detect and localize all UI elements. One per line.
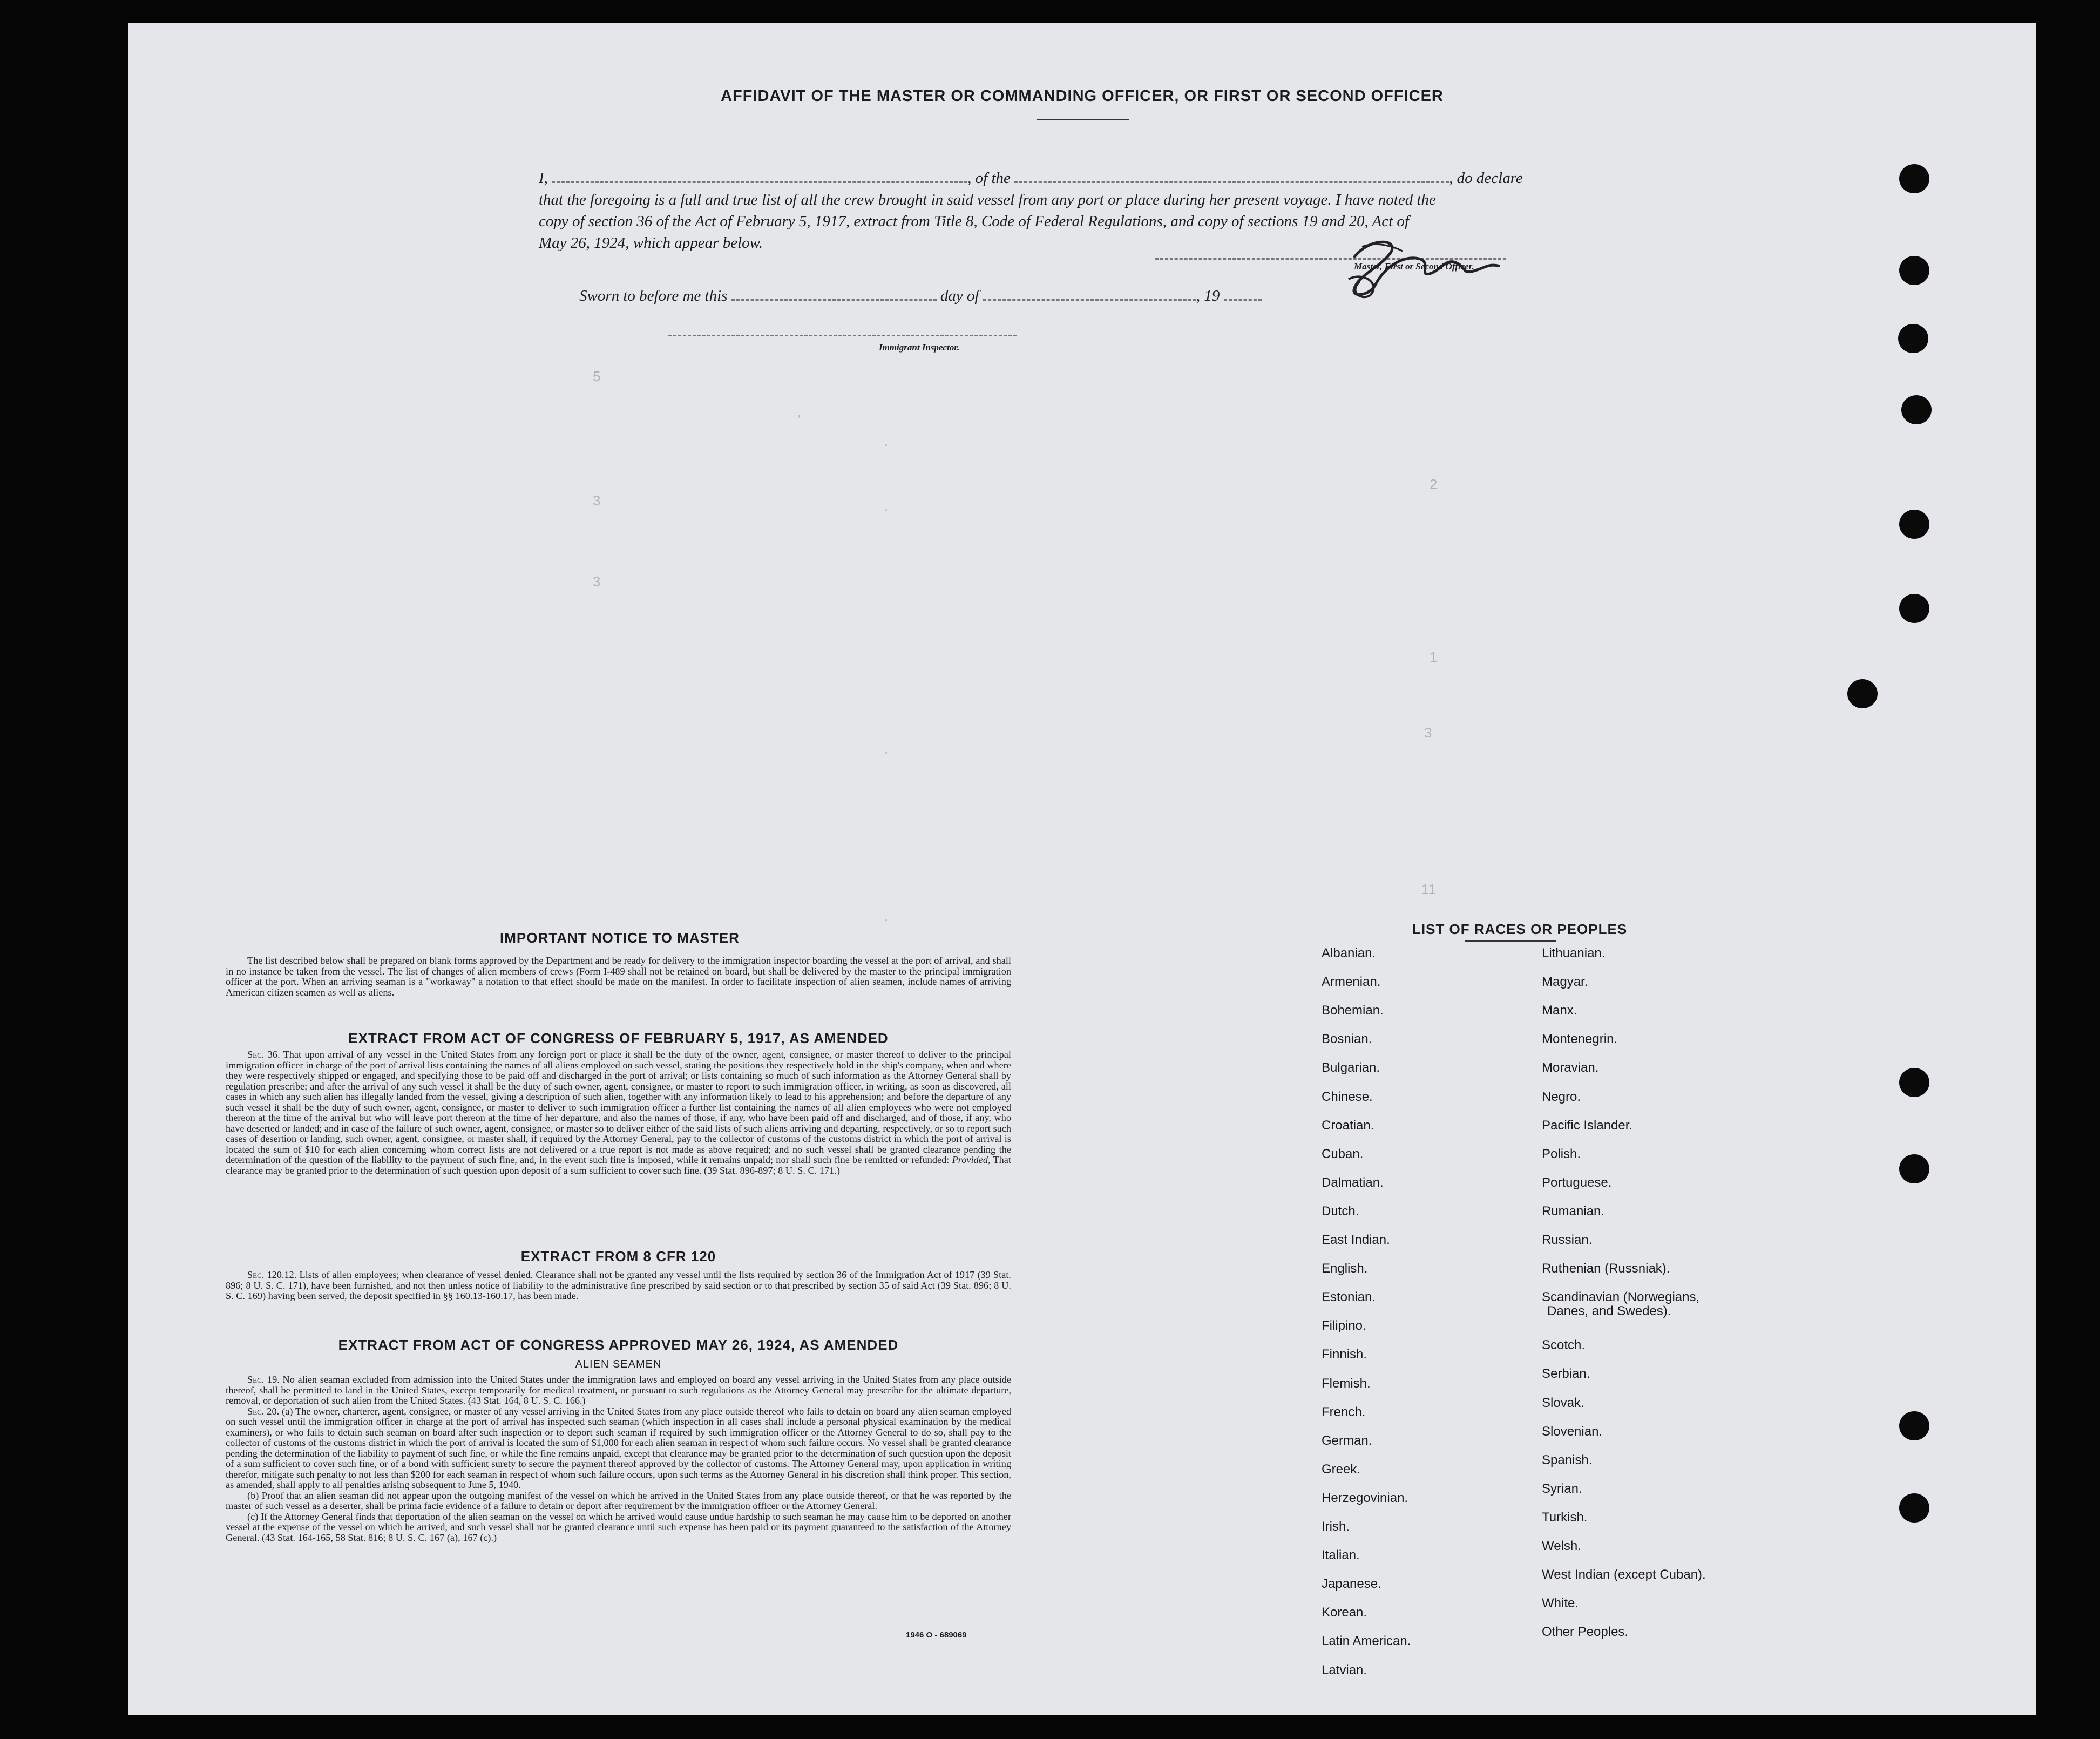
race-item: Filipino. — [1322, 1318, 1366, 1334]
race-item: Estonian. — [1322, 1290, 1376, 1305]
race-item: Japanese. — [1322, 1576, 1381, 1592]
race-item: Russian. — [1542, 1233, 1593, 1247]
sec-36-label: Sec. 36. — [247, 1049, 280, 1060]
affidavit-line-2: that the foregoing is a full and true list of all the crew brought in said vessel from any port or place during her present voyage. I have noted the — [539, 191, 1436, 208]
affidavit-title: AFFIDAVIT OF THE MASTER OR COMMANDING OFFICER, OR FIRST OR SECOND OFFICER — [721, 87, 1444, 105]
sec-36-text: That upon arrival of any vessel in the United States from any foreign port or place it shall be the duty of the owner, agent, consignee, or master thereof to deliver to the principal immigration officer in charge of the port of arrival lists containing the names of all aliens employed on such vessel, stating the positions they respectively hold in the ship's company, when and where they were respectively shipped or engaged, and specifying those to be paid off and discharged in the port of arrival; or lists containing so much of such information as the Attorney General shall by regulation prescribe; and after the arrival of any such vessel it shall be the duty of such owner, agent, consignee, or master to report to such immigration officer, in writing, as soon as discovered, all cases in which any such alien has illegally landed from the vessel, giving a description of such alien, together with any information likely to lead to his apprehension; and before the departure of any such vessel it shall be the duty of such owner, agent, consignee, or master to deliver to such immigration officer a further list containing the names of all alien employees who were not employed thereon at the time of the arrival but who will leave port thereon at the time of her departure, and also the names of those, if any, who have been paid off and discharged, and of those, if any, who have deserted or landed; and in case of the failure of such owner, agent, consignee, or master so to deliver either of the said lists of such aliens arriving and departing, respectively, or so to report such cases of desertion or landing, such owner, agent, consignee, or master shall, if required by the Attorney General, pay to the collector of customs of the customs district in which the port of arrival is located the sum of $10 for each alien concerning whom correct lists are not delivered or a true report is not made as above required; and no such vessel shall be granted clearance pending the determination of the question of the liability to the payment of such fine, and, in the event such fine is imposed, while it remains unpaid; nor shall such fine be remitted or refunded: — [226, 1049, 1011, 1165]
notice-paragraph: The list described below shall be prepared on blank forms approved by the Department and be ready for delivery to the immigration inspector boarding the vessel at the port of arrival, and shall in no instance be taken from the vessel. The list of changes of alien members of crews (Form I-489 shall not be retained on board, but shall be delivered by the master to the principal immigration officer at the port. When an arriving seaman is a "workaway" a notation to that effect should be made on the manifest. In order to facilitate inspection of alien seamen, include names of arriving American citizen seamen as well as aliens. — [226, 955, 1011, 998]
race-item: Montenegrin. — [1542, 1032, 1618, 1047]
of-the-text: , of the — [967, 170, 1011, 187]
vessel-name-blank[interactable] — [1014, 181, 1449, 183]
race-item: Slovak. — [1542, 1395, 1584, 1410]
sec-20-label: Sec. 20. — [247, 1405, 280, 1417]
bleed-mark: 11 — [1421, 881, 1436, 897]
inspector-label: Immigrant Inspector. — [879, 342, 960, 353]
binder-hole — [1847, 679, 1878, 708]
race-item: Albanian. — [1322, 946, 1376, 960]
race-item: Finnish. — [1322, 1347, 1367, 1362]
race-item: Latin American. — [1322, 1634, 1411, 1649]
race-item: Slovenian. — [1542, 1424, 1603, 1439]
race-item: Bohemian. — [1322, 1003, 1384, 1018]
binder-hole — [1899, 1411, 1929, 1440]
race-item: Pacific Islander. — [1542, 1118, 1633, 1133]
race-item: Chinese. — [1322, 1089, 1373, 1104]
bleed-mark: 3 — [593, 492, 601, 509]
race-item: Armenian. — [1322, 975, 1381, 990]
declare-text: , do declare — [1449, 170, 1523, 187]
race-item: Irish. — [1322, 1519, 1350, 1534]
title-rule — [1037, 119, 1129, 120]
binder-hole — [1899, 510, 1929, 539]
binder-hole — [1898, 324, 1928, 353]
notice-body — [226, 956, 1011, 998]
extract-1917-body — [226, 1050, 1011, 1176]
sworn-line — [579, 287, 1262, 305]
sec-120-12-text: Lists of alien employees; when clearance of vessel denied. Clearance shall not be granted any vessel until the lists required by section 36 of the Immigration Act of 1917 (39 Stat. 896; 8 U. S. C. 171), have been furnished, and not then unless notice of liability to the administrative fine prescribed by said section or to that prescribed by section 35 of said Act (39 Stat. 896; 8 U. S. C. 169) having been served, the deposit specified in §§ 160.13-160.17, has been made. — [226, 1269, 1011, 1301]
race-item: Moravian. — [1542, 1060, 1599, 1075]
inspector-line[interactable] — [668, 335, 1017, 336]
race-item: Portuguese. — [1542, 1175, 1612, 1190]
race-item: Croatian. — [1322, 1118, 1374, 1133]
affidavit-line-3: copy of section 36 of the Act of February 5, 1917, extract from Title 8, Code of Federal Regulations, and copy of sections 19 and 20, Act of — [539, 213, 1409, 230]
extract-1924-title: EXTRACT FROM ACT OF CONGRESS APPROVED MAY 26, 1924, AS AMENDED — [338, 1337, 899, 1353]
sworn-day-text: day of — [940, 287, 979, 305]
race-item: Syrian. — [1542, 1481, 1582, 1496]
bleed-mark: 3 — [1424, 725, 1432, 741]
sec-19-paragraph — [226, 1375, 1011, 1406]
bleed-mark: ' — [798, 411, 801, 428]
bleed-mark: 5 — [593, 368, 601, 384]
race-item: Lithuanian. — [1542, 946, 1606, 960]
sec-20c-paragraph: (c) If the Attorney General finds that deportation of the alien seaman on the vessel on which he arrived would cause undue hardship to such seaman he may cause him to be deported on another vessel at the expense of the vessel on which he arrived, and such vessel shall not be granted clearance until such expense has been paid or its payment guaranteed to the satisfaction of the Attorney General. (43 Stat. 164-165, 58 Stat. 816; 8 U. S. C. 167 (a), 167 (c).) — [226, 1511, 1011, 1543]
race-item: Manx. — [1542, 1003, 1577, 1018]
alien-seamen-subtitle: ALIEN SEAMEN — [575, 1358, 662, 1370]
race-item: Bulgarian. — [1322, 1060, 1380, 1075]
race-item: Korean. — [1322, 1605, 1367, 1620]
race-item: Other Peoples. — [1542, 1625, 1629, 1640]
race-item: Flemish. — [1322, 1376, 1371, 1391]
binder-hole — [1899, 256, 1929, 285]
sworn-month-blank[interactable] — [983, 299, 1196, 301]
race-item: White. — [1542, 1596, 1579, 1611]
race-item: Scotch. — [1542, 1338, 1586, 1353]
race-item: Herzegovinian. — [1322, 1490, 1408, 1505]
print-code: 1946 O - 689069 — [906, 1630, 967, 1640]
binder-hole — [1899, 164, 1929, 193]
bleed-mark: . — [884, 908, 889, 924]
bleed-mark: . — [884, 741, 889, 757]
binder-hole — [1899, 1068, 1929, 1097]
sec-120-12-paragraph — [226, 1270, 1011, 1302]
race-item: Scandinavian (Norwegians, — [1542, 1290, 1700, 1305]
bleed-mark: . — [884, 433, 889, 449]
sec-20a-text: (a) The owner, charterer, agent, consignee, or master of any vessel arriving in the United States from any place outside thereof who fails to detain on board any alien seaman employed on such vessel until the immigration officer in charge at the port of arrival has inspected such seaman (which inspection in all cases shall include a personal physical examination by the medical examiners), or who fails to detain such seaman on board after such inspection or to deport such seaman if required by such immigration officer or the Attorney General to do so, shall pay to the collector of customs of the customs district in which the port of arrival is located the sum of $1,000 for each alien seaman in respect of whom such failure occurs. No vessel shall be granted clearance pending the determination of the liability to payment of such fine, or while the fine remains unpaid, except that clearance may be granted prior to the determination of such question upon the deposit of a sum sufficient to cover such fine, or of a bond with sufficient surety to secure the payment thereof approved by the collector of customs. The Attorney General may, upon application in writing therefor, mitigate such penalty to not less than $200 for each seaman in respect of whom such failure occurs, upon such terms as the Attorney General in his discretion shall think proper. This section, as amended, shall apply to all penalties arising subsequent to June 5, 1940. — [226, 1405, 1011, 1490]
declarant-prefix: I, — [539, 170, 548, 187]
race-item: Dutch. — [1322, 1203, 1359, 1219]
race-item: Spanish. — [1542, 1452, 1593, 1467]
race-item: Latvian. — [1322, 1662, 1367, 1677]
race-item: Italian. — [1322, 1548, 1360, 1563]
extract-1917-title: EXTRACT FROM ACT OF CONGRESS OF FEBRUARY 5, 1917, AS AMENDED — [348, 1030, 889, 1046]
race-item: French. — [1322, 1404, 1366, 1419]
extract-1924-body — [226, 1375, 1011, 1543]
race-item: East Indian. — [1322, 1233, 1390, 1247]
race-item: Bosnian. — [1322, 1032, 1372, 1047]
race-item: German. — [1322, 1433, 1372, 1448]
sec-20a-paragraph — [226, 1406, 1011, 1491]
sec-19-label: Sec. 19. — [247, 1374, 280, 1385]
binder-hole — [1899, 1154, 1929, 1183]
binder-hole — [1899, 1493, 1929, 1523]
bleed-mark: . — [884, 498, 889, 514]
binder-hole — [1901, 395, 1932, 424]
sec-19-text: No alien seaman excluded from admission into the United States under the immigration laws and employed on board any vessel arriving in the United States from any place outside thereof, shall be permitted to land in the United States, except temporarily for medical treatment, or pursuant to such regulations as the Attorney General may prescribe for the ultimate departure, removal, or deportation of such alien from the United States. (43 Stat. 164, 8 U. S. C. 166.) — [226, 1374, 1011, 1406]
sworn-date-blank[interactable] — [731, 299, 937, 301]
affidavit-line-1 — [539, 170, 1523, 187]
declarant-name-blank[interactable] — [552, 181, 967, 183]
sec-20b-paragraph: (b) Proof that an alien seaman did not appear upon the outgoing manifest of the vessel on which he arrived in the United States from any place outside thereof, or that he was reported by the master of such vessel as a deserter, shall be prima facie evidence of a failure to detain or deport after requirement by the immigration officer or the Attorney General. — [226, 1490, 1011, 1511]
sec-36-paragraph — [226, 1050, 1011, 1176]
proviso-label: Provided, — [952, 1154, 991, 1165]
signature-label: Master, First or Second Officer. — [1354, 261, 1474, 272]
extract-cfr-body — [226, 1270, 1011, 1302]
race-item: Danes, and Swedes). — [1547, 1304, 1671, 1319]
binder-hole — [1899, 594, 1929, 623]
sworn-year-text: , 19 — [1196, 287, 1220, 305]
extract-cfr-title: EXTRACT FROM 8 CFR 120 — [520, 1248, 716, 1264]
races-title-rule — [1465, 940, 1556, 942]
proviso-text: That clearance may be granted prior to the determination of such question upon deposit of a sum sufficient to cover such fine. (39 Stat. 896-897; 8 U. S. C. 171.) — [226, 1154, 1011, 1176]
document-sheet — [128, 23, 2036, 1715]
race-item: Cuban. — [1322, 1146, 1364, 1161]
race-item: Serbian. — [1542, 1366, 1590, 1382]
race-item: English. — [1322, 1261, 1368, 1276]
sworn-prefix: Sworn to before me this — [579, 287, 728, 305]
race-item: Turkish. — [1542, 1510, 1588, 1525]
race-item: Negro. — [1542, 1089, 1581, 1104]
bleed-mark: 2 — [1430, 476, 1438, 492]
race-item: Magyar. — [1542, 975, 1588, 990]
sworn-year-blank[interactable] — [1224, 299, 1262, 301]
race-item: Rumanian. — [1542, 1203, 1605, 1219]
race-item: Ruthenian (Russniak). — [1542, 1261, 1670, 1276]
bleed-mark: 1 — [1430, 649, 1438, 665]
race-item: Dalmatian. — [1322, 1175, 1384, 1190]
race-item: Welsh. — [1542, 1539, 1581, 1553]
race-item: West Indian (except Cuban). — [1542, 1567, 1706, 1582]
races-title: LIST OF RACES OR PEOPLES — [1412, 921, 1628, 937]
race-item: Greek. — [1322, 1461, 1361, 1477]
notice-title: IMPORTANT NOTICE TO MASTER — [500, 930, 740, 946]
race-item: Polish. — [1542, 1146, 1581, 1161]
bleed-mark: 3 — [593, 573, 601, 590]
sec-120-12-label: Sec. 120.12. — [247, 1269, 297, 1280]
affidavit-line-4: May 26, 1924, which appear below. — [539, 234, 763, 252]
